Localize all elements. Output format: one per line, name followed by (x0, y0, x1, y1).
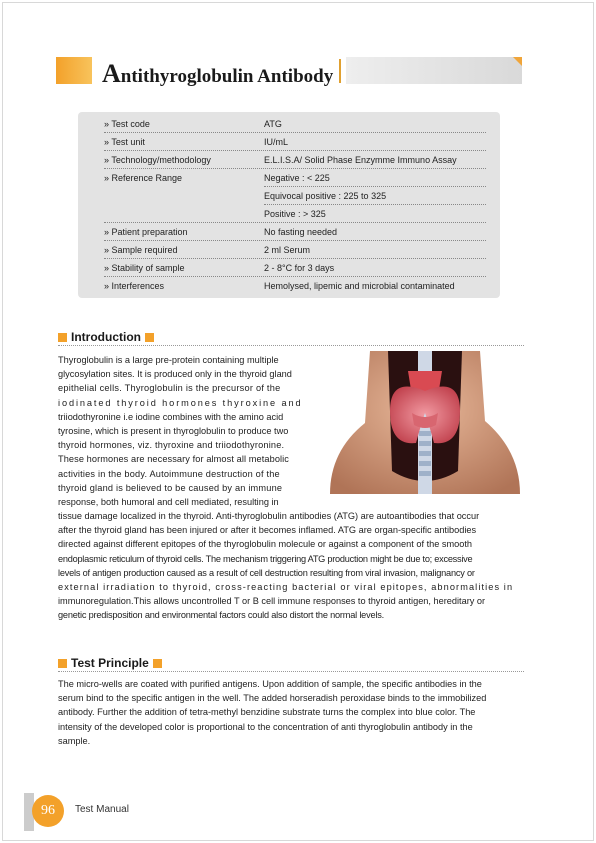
spec-value: No fasting needed (264, 227, 338, 237)
spec-value: 2 - 8°C for 3 days (264, 263, 335, 273)
text-line: triiodothyronine i.e iodine combines with the amino acid (58, 411, 284, 422)
text-line: tyrosine, which is present in thyroglobulin to produce two (58, 426, 289, 437)
spec-value: Positive : > 325 (264, 209, 326, 219)
spec-label: » Test code (104, 119, 150, 129)
text-line: thyroid hormones, viz. thyroxine and triiodothyronine. (58, 440, 285, 451)
section-title: Test Principle (71, 656, 149, 670)
spec-row (104, 169, 486, 187)
text-line: sample. (58, 735, 91, 746)
spec-row (104, 277, 486, 295)
test-principle-heading (58, 655, 162, 671)
section-divider (58, 345, 524, 346)
spec-value: 2 ml Serum (264, 245, 311, 255)
text-line: glycosylation sites. It is produced only in the thyroid gland (58, 369, 292, 380)
spec-row (104, 259, 486, 277)
title-initial: A (102, 59, 121, 88)
text-line: Thyroglobulin is a large pre-protein containing multiple (58, 355, 279, 365)
text-line: activities in the body. Autoimmune destruction of the (58, 468, 280, 479)
title-banner (56, 57, 522, 88)
footer-label: Test Manual (75, 804, 129, 815)
text-line: after the thyroid gland has been injured or after it becomes inflamed. ATG are organ-specific antibodies (58, 525, 477, 536)
spec-label: » Interferences (104, 281, 165, 291)
page-title (102, 59, 333, 89)
spec-row (104, 187, 486, 205)
text-line: These hormones are necessary for almost all metabolic (58, 454, 290, 465)
spec-value: Hemolysed, lipemic and microbial contaminated (264, 281, 455, 291)
title-accent-block (56, 57, 92, 84)
thyroid-gland-illustration-icon (330, 351, 520, 494)
orange-square-icon (145, 333, 154, 342)
spec-row (104, 151, 486, 169)
orange-square-icon (58, 659, 67, 668)
text-line: directed against different epitopes of the thyroglobulin molecule or against a component of the smooth (58, 539, 473, 550)
text-line: external irradiation to thyroid, cross-reacting bacterial or viral epitopes, abnormalities in (58, 582, 514, 593)
orange-square-icon (153, 659, 162, 668)
text-line: tissue damage localized in the thyroid. Anti-thyroglobulin antibodies (ATG) are autoantibodies that occur (58, 511, 480, 521)
spec-row (104, 115, 486, 133)
section-divider (58, 671, 524, 672)
page-fold-icon (513, 57, 522, 66)
spec-row (104, 241, 486, 259)
spec-row (104, 205, 486, 223)
title-grey-block (346, 57, 522, 84)
spec-row (104, 133, 486, 151)
spec-value: ATG (264, 119, 282, 129)
spec-label: » Technology/methodology (104, 155, 211, 165)
spec-label: » Sample required (104, 245, 178, 255)
text-line: immunoregulation.This allows uncontrolled T or B cell immune responses to thyroid antigen, hereditary or (58, 596, 486, 607)
test-principle-paragraph (58, 677, 524, 748)
text-line: intensity of the developed color is proportional to the concentration of anti thyroglobulin antibody in the (58, 721, 473, 732)
spec-value: E.L.I.S.A/ Solid Phase Enzymme Immuno Assay (264, 155, 457, 165)
text-line: levels of antigen production caused as a result of cell destruction resulting from viral invasion, malignancy or (58, 567, 475, 578)
text-line: response, both humoral and cell mediated, resulting in (58, 497, 279, 508)
introduction-heading (58, 329, 154, 345)
text-line: The micro-wells are coated with purified antigens. Upon addition of sample, the specific antibodies in the (58, 679, 482, 689)
spec-label: » Patient preparation (104, 227, 188, 237)
orange-square-icon (58, 333, 67, 342)
text-line: epithelial cells. Thyroglobulin is the precursor of the (58, 383, 281, 394)
section-title: Introduction (71, 330, 141, 344)
spec-value: Negative : < 225 (264, 173, 330, 183)
page-number: 96 (32, 795, 64, 827)
introduction-paragraph-bottom (58, 509, 524, 623)
test-spec-box (78, 112, 500, 298)
text-line: serum bind to the specific antigen in the well. The added horseradish peroxidase binds to the immobilized (58, 693, 487, 704)
spec-row (104, 223, 486, 241)
title-separator (339, 59, 341, 83)
spec-label: » Reference Range (104, 173, 183, 183)
spec-value: Equivocal positive : 225 to 325 (264, 191, 387, 201)
text-line: endoplasmic reticulum of thyroid cells. The mechanism triggering ATG production might be due to; excessive (58, 553, 473, 564)
spec-label: » Stability of sample (104, 263, 185, 273)
text-line: antibody. Further the addition of tetra-methyl benzidine substrate turns the complex into blue color. The (58, 707, 476, 718)
introduction-paragraph-top (58, 353, 310, 509)
text-line: iodinated thyroid hormones thyroxine and (58, 397, 303, 408)
title-rest: ntithyroglobulin Antibody (120, 66, 334, 87)
spec-label: » Test unit (104, 137, 145, 147)
text-line: genetic predisposition and environmental factors could also distort the normal levels. (58, 610, 384, 621)
spec-value: IU/mL (264, 137, 289, 147)
text-line: thyroid gland is believed to be caused by an immune (58, 482, 283, 493)
